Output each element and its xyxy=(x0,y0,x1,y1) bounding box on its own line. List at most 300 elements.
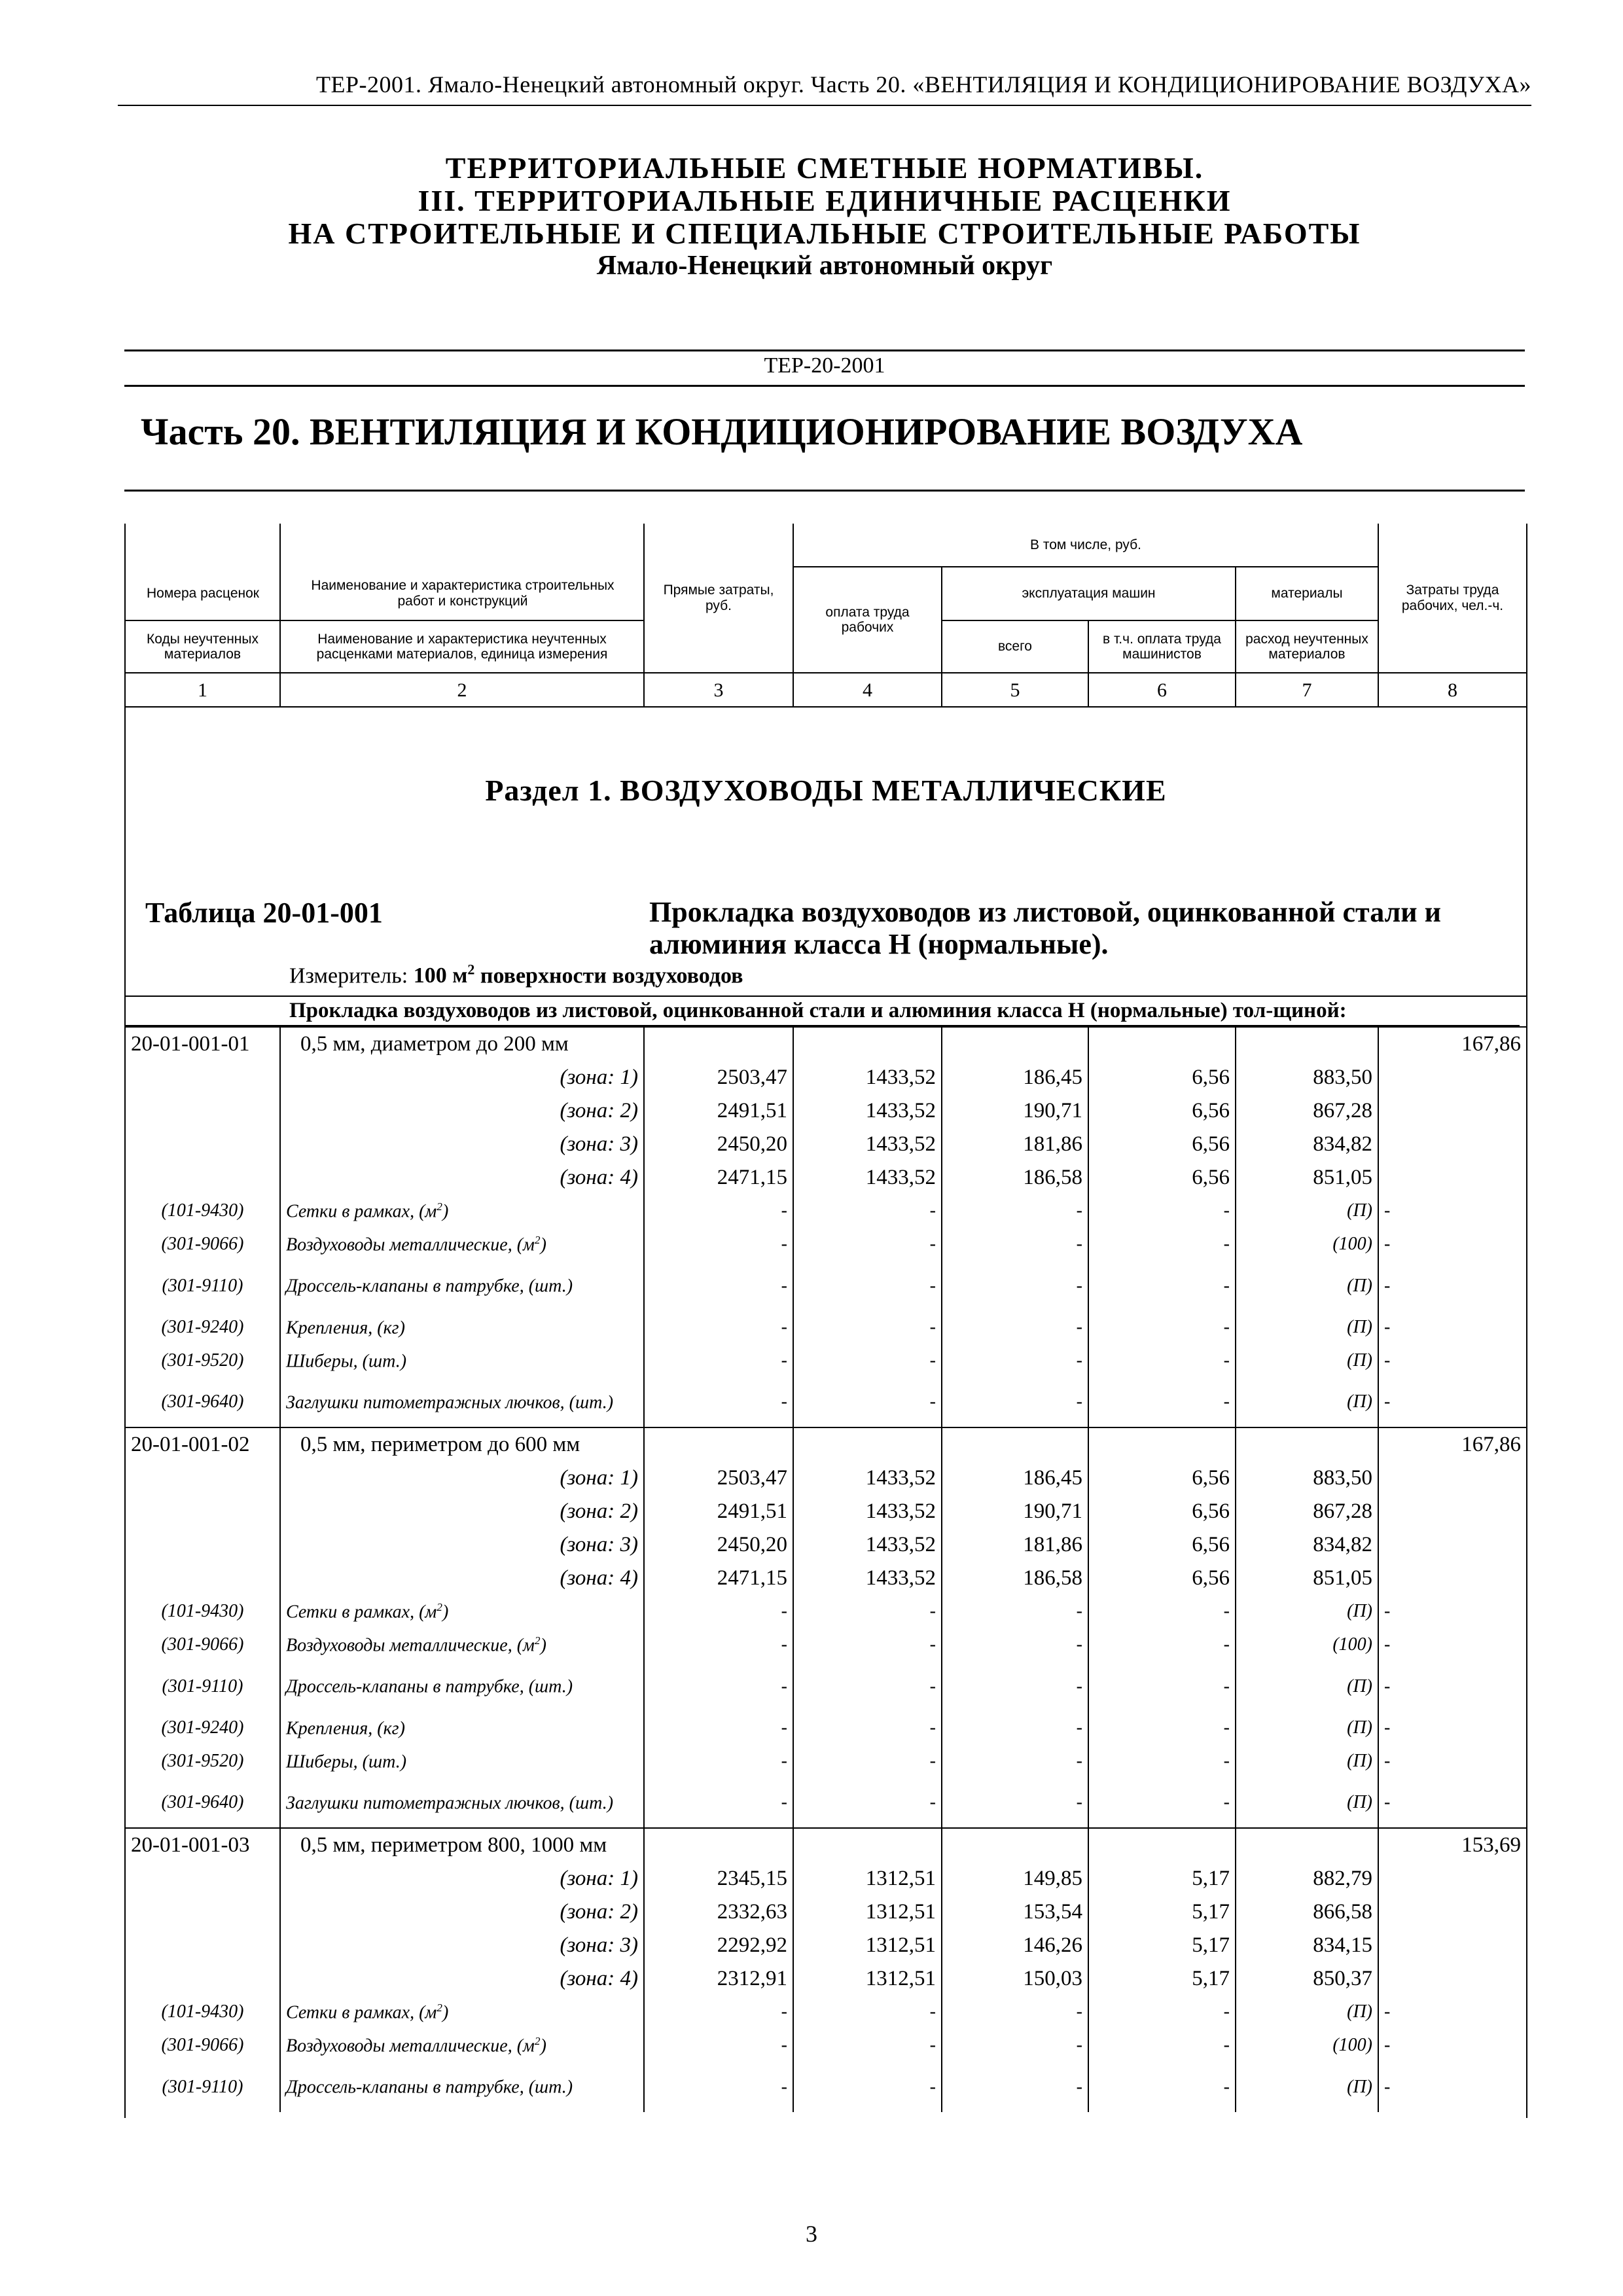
resource-row xyxy=(126,1378,1526,1427)
zone-machinist: 6,56 xyxy=(1088,1495,1236,1528)
zone-direct: 2332,63 xyxy=(644,1895,793,1929)
empty-cell xyxy=(126,1895,280,1929)
zone-label: (зона: 4) xyxy=(280,1562,644,1595)
empty-cell xyxy=(793,1427,942,1462)
zone-label: (зона: 4) xyxy=(280,1962,644,1996)
zone-machinist: 6,56 xyxy=(1088,1128,1236,1161)
dash-cell: - xyxy=(1088,1662,1236,1712)
dash-cell: - xyxy=(793,1311,942,1344)
zone-direct: 2450,20 xyxy=(644,1528,793,1562)
zone-pay: 1312,51 xyxy=(793,1895,942,1929)
resource-name xyxy=(280,1228,644,1261)
dash-cell: - xyxy=(644,1778,793,1828)
rate-code: 20-01-001-03 xyxy=(126,1828,280,1862)
rate-name: 0,5 мм, периметром 800, 1000 мм xyxy=(280,1828,644,1862)
labor-costs: 153,69 xyxy=(1378,1828,1526,1862)
zone-machinist: 6,56 xyxy=(1088,1462,1236,1495)
empty-cell xyxy=(644,1828,793,1862)
empty-cell xyxy=(1378,1462,1526,1495)
column-number: 3 xyxy=(644,673,793,707)
resource-name-text: Воздуховоды металлические, (м xyxy=(286,2036,535,2056)
zone-machines: 186,58 xyxy=(942,1562,1088,1595)
empty-cell xyxy=(644,1427,793,1462)
dash-cell: - xyxy=(942,1778,1088,1828)
dash-cell: - xyxy=(1088,1712,1236,1745)
header-labor-costs: Затраты труда рабочих, чел.-ч. xyxy=(1378,524,1526,673)
dash-cell: - xyxy=(1088,1261,1236,1311)
empty-cell xyxy=(1236,1427,1378,1462)
zone-machinist: 5,17 xyxy=(1088,1895,1236,1929)
zone-materials: 867,28 xyxy=(1236,1495,1378,1528)
measure-prefix: Измеритель: xyxy=(289,963,408,988)
dash-cell: - xyxy=(644,1378,793,1427)
zone-machines: 190,71 xyxy=(942,1495,1088,1528)
rate-code: 20-01-001-02 xyxy=(126,1427,280,1462)
zone-label: (зона: 3) xyxy=(280,1929,644,1962)
dash-cell: - xyxy=(942,1261,1088,1311)
resource-name-sup: 2 xyxy=(437,1600,442,1613)
position-row xyxy=(126,1427,1526,1462)
resource-consumption: (П) xyxy=(1236,1662,1378,1712)
title-line-4: Ямало-Ненецкий автономный округ xyxy=(596,251,1053,281)
resource-consumption: (П) xyxy=(1236,1194,1378,1228)
resource-code: (301-9640) xyxy=(126,1378,280,1427)
dash-cell: - xyxy=(793,1344,942,1378)
resource-row xyxy=(126,2029,1526,2062)
dash-cell: - xyxy=(942,2062,1088,2112)
resource-name-text: Заглушки питометражных лючков, (шт.) xyxy=(286,1392,614,1413)
dash-cell: - xyxy=(1378,1344,1526,1378)
resource-name-text: Крепления, (кг) xyxy=(286,1318,405,1338)
dash-cell: - xyxy=(1378,1311,1526,1344)
dash-cell: - xyxy=(644,1261,793,1311)
resource-name-text: Шиберы, (шт.) xyxy=(286,1751,407,1772)
header-machinist-pay: в т.ч. оплата труда машинистов xyxy=(1088,620,1236,673)
resource-row xyxy=(126,1311,1526,1344)
dash-cell: - xyxy=(1378,1194,1526,1228)
header-rule xyxy=(118,105,1531,106)
measure-line xyxy=(289,961,743,988)
header-machines-total: всего xyxy=(942,620,1088,673)
resource-name xyxy=(280,2029,644,2062)
zone-machinist: 5,17 xyxy=(1088,1929,1236,1962)
section-block xyxy=(126,708,1526,997)
zone-row xyxy=(126,1061,1526,1094)
resource-name-sup: 2 xyxy=(437,2001,442,2014)
dash-cell: - xyxy=(644,1194,793,1228)
dash-cell: - xyxy=(1378,1996,1526,2029)
zone-pay: 1433,52 xyxy=(793,1562,942,1595)
zone-machinist: 5,17 xyxy=(1088,1962,1236,1996)
column-number: 7 xyxy=(1236,673,1378,707)
zone-label: (зона: 4) xyxy=(280,1161,644,1194)
resource-name-end: ) xyxy=(442,1201,449,1222)
dash-cell: - xyxy=(1088,1378,1236,1427)
column-number: 2 xyxy=(280,673,644,707)
dash-cell: - xyxy=(942,1595,1088,1628)
zone-label: (зона: 1) xyxy=(280,1862,644,1895)
group-heading: Прокладка воздуховодов из листовой, оцинкованной стали и алюминия класса Н (нормальные) тол-щиной: xyxy=(126,997,1520,1026)
dash-cell: - xyxy=(1378,1595,1526,1628)
zone-pay: 1433,52 xyxy=(793,1495,942,1528)
resource-name xyxy=(280,1628,644,1662)
position-row xyxy=(126,1828,1526,1862)
resource-code: (101-9430) xyxy=(126,1595,280,1628)
dash-cell: - xyxy=(793,1662,942,1712)
header-unaccounted-names: Наименование и характеристика неучтенных расценками материалов, единица измерения xyxy=(280,620,644,673)
dash-cell: - xyxy=(644,1745,793,1778)
zone-direct: 2503,47 xyxy=(644,1462,793,1495)
zone-pay: 1433,52 xyxy=(793,1528,942,1562)
running-header: ТЕР-2001. Ямало-Ненецкий автономный округ. Часть 20. «ВЕНТИЛЯЦИЯ И КОНДИЦИОНИРОВАНИЕ ВОЗДУХА» xyxy=(315,71,1531,98)
resource-name xyxy=(280,1745,644,1778)
resource-name xyxy=(280,1344,644,1378)
zone-direct: 2312,91 xyxy=(644,1962,793,1996)
resource-name xyxy=(280,1261,644,1311)
dash-cell: - xyxy=(793,1745,942,1778)
dash-cell: - xyxy=(793,1996,942,2029)
table-label: Таблица 20-01-001 xyxy=(145,897,383,929)
zone-row xyxy=(126,1161,1526,1194)
resource-code: (301-9110) xyxy=(126,2062,280,2112)
zone-machines: 181,86 xyxy=(942,1128,1088,1161)
dash-cell: - xyxy=(644,1311,793,1344)
empty-cell xyxy=(942,1828,1088,1862)
resource-consumption: (П) xyxy=(1236,1344,1378,1378)
zone-machines: 186,45 xyxy=(942,1462,1088,1495)
zone-machines: 146,26 xyxy=(942,1929,1088,1962)
dash-cell: - xyxy=(1088,1228,1236,1261)
resource-consumption: (П) xyxy=(1236,1745,1378,1778)
dash-cell: - xyxy=(793,1628,942,1662)
zone-materials: 834,82 xyxy=(1236,1128,1378,1161)
dash-cell: - xyxy=(644,1595,793,1628)
resource-code: (301-9066) xyxy=(126,1228,280,1261)
zone-direct: 2345,15 xyxy=(644,1862,793,1895)
zone-label: (зона: 2) xyxy=(280,1895,644,1929)
zone-machines: 149,85 xyxy=(942,1862,1088,1895)
dash-cell: - xyxy=(942,1628,1088,1662)
zone-pay: 1312,51 xyxy=(793,1862,942,1895)
zone-pay: 1433,52 xyxy=(793,1061,942,1094)
dash-cell: - xyxy=(1378,1778,1526,1828)
empty-cell xyxy=(1378,1161,1526,1194)
empty-cell xyxy=(1088,1027,1236,1061)
resource-name xyxy=(280,1194,644,1228)
resource-name-sup: 2 xyxy=(437,1200,442,1213)
zone-direct: 2292,92 xyxy=(644,1929,793,1962)
dash-cell: - xyxy=(1088,1996,1236,2029)
dash-cell: - xyxy=(942,1194,1088,1228)
dash-cell: - xyxy=(942,2029,1088,2062)
zone-materials: 851,05 xyxy=(1236,1562,1378,1595)
empty-cell xyxy=(1236,1828,1378,1862)
resource-name xyxy=(280,1595,644,1628)
resource-consumption: (П) xyxy=(1236,2062,1378,2112)
zone-direct: 2471,15 xyxy=(644,1161,793,1194)
zone-label: (зона: 1) xyxy=(280,1462,644,1495)
resource-row xyxy=(126,1712,1526,1745)
column-number: 1 xyxy=(126,673,280,707)
resource-name-end: ) xyxy=(442,1602,449,1623)
dash-cell: - xyxy=(793,1228,942,1261)
resource-consumption: (П) xyxy=(1236,1378,1378,1427)
dash-cell: - xyxy=(942,1712,1088,1745)
resource-code: (301-9110) xyxy=(126,1662,280,1712)
resource-name-end: ) xyxy=(540,1635,546,1656)
empty-cell xyxy=(126,1495,280,1528)
empty-cell xyxy=(942,1427,1088,1462)
resource-consumption: (100) xyxy=(1236,1228,1378,1261)
resource-name-text: Заглушки питометражных лючков, (шт.) xyxy=(286,1793,614,1814)
resource-code: (301-9110) xyxy=(126,1261,280,1311)
zone-row xyxy=(126,1562,1526,1595)
zone-machinist: 6,56 xyxy=(1088,1562,1236,1595)
labor-costs: 167,86 xyxy=(1378,1027,1526,1061)
zone-machinist: 6,56 xyxy=(1088,1061,1236,1094)
zone-machinist: 6,56 xyxy=(1088,1528,1236,1562)
zone-materials: 851,05 xyxy=(1236,1161,1378,1194)
dash-cell: - xyxy=(644,1996,793,2029)
column-number: 8 xyxy=(1378,673,1526,707)
zone-pay: 1433,52 xyxy=(793,1161,942,1194)
zone-row xyxy=(126,1528,1526,1562)
zone-machines: 153,54 xyxy=(942,1895,1088,1929)
zone-direct: 2471,15 xyxy=(644,1562,793,1595)
resource-consumption: (100) xyxy=(1236,2029,1378,2062)
resource-row xyxy=(126,1628,1526,1662)
dash-cell: - xyxy=(644,1628,793,1662)
table-description: Прокладка воздуховодов из листовой, оцинкованной стали и алюминия класса Н (нормальные). xyxy=(649,896,1441,961)
dash-cell: - xyxy=(644,1344,793,1378)
dash-cell: - xyxy=(1378,2029,1526,2062)
resource-name-sup: 2 xyxy=(534,2034,541,2047)
zone-machines: 150,03 xyxy=(942,1962,1088,1996)
resource-consumption: (П) xyxy=(1236,1996,1378,2029)
column-number: 4 xyxy=(793,673,942,707)
resource-code: (101-9430) xyxy=(126,1996,280,2029)
zone-label: (зона: 1) xyxy=(280,1061,644,1094)
resource-row xyxy=(126,1745,1526,1778)
resource-consumption: (П) xyxy=(1236,1595,1378,1628)
measure-value: 100 м xyxy=(413,963,468,988)
zone-machinist: 6,56 xyxy=(1088,1161,1236,1194)
title-line-2: III. ТЕРРИТОРИАЛЬНЫЕ ЕДИНИЧНЫЕ РАСЦЕНКИ xyxy=(418,184,1232,217)
empty-cell xyxy=(942,1027,1088,1061)
resource-row xyxy=(126,1996,1526,2029)
header-unaccounted-consumption: расход неучтенных материалов xyxy=(1236,620,1378,673)
dash-cell: - xyxy=(644,1712,793,1745)
empty-cell xyxy=(644,1027,793,1061)
resource-name xyxy=(280,1712,644,1745)
empty-cell xyxy=(1378,1562,1526,1595)
empty-cell xyxy=(1378,1528,1526,1562)
empty-cell xyxy=(1378,1962,1526,1996)
dash-cell: - xyxy=(1378,1261,1526,1311)
dash-cell: - xyxy=(1088,1595,1236,1628)
resource-row xyxy=(126,1778,1526,1828)
dash-cell: - xyxy=(942,1662,1088,1712)
empty-cell xyxy=(1378,1895,1526,1929)
resource-name-text: Дроссель-клапаны в патрубке, (шт.) xyxy=(286,2077,573,2098)
part-title: Часть 20. ВЕНТИЛЯЦИЯ И КОНДИЦИОНИРОВАНИЕ ВОЗДУХА xyxy=(141,410,1303,453)
zone-label: (зона: 2) xyxy=(280,1094,644,1128)
empty-cell xyxy=(126,1562,280,1595)
dash-cell: - xyxy=(793,1712,942,1745)
empty-cell xyxy=(1236,1027,1378,1061)
dash-cell: - xyxy=(793,1778,942,1828)
resource-code: (301-9066) xyxy=(126,1628,280,1662)
dash-cell: - xyxy=(793,1595,942,1628)
dash-cell: - xyxy=(793,1194,942,1228)
resource-consumption: (П) xyxy=(1236,1311,1378,1344)
dash-cell: - xyxy=(1378,1662,1526,1712)
header-direct-costs: Прямые затраты, руб. xyxy=(644,524,793,673)
zone-materials: 834,82 xyxy=(1236,1528,1378,1562)
dash-cell: - xyxy=(1378,1228,1526,1261)
zone-row xyxy=(126,1895,1526,1929)
resource-name xyxy=(280,1662,644,1712)
zone-machines: 186,58 xyxy=(942,1161,1088,1194)
resource-name-text: Сетки в рамках, (м xyxy=(286,2002,437,2023)
dash-cell: - xyxy=(1378,1745,1526,1778)
dash-cell: - xyxy=(1378,1378,1526,1427)
zone-label: (зона: 2) xyxy=(280,1495,644,1528)
dash-cell: - xyxy=(1088,1311,1236,1344)
page-number: 3 xyxy=(806,2221,817,2247)
resource-code: (301-9640) xyxy=(126,1778,280,1828)
empty-cell xyxy=(126,1161,280,1194)
zone-materials: 882,79 xyxy=(1236,1862,1378,1895)
rule-middle xyxy=(124,385,1525,387)
dash-cell: - xyxy=(942,1745,1088,1778)
empty-cell xyxy=(126,1962,280,1996)
resource-name-end: ) xyxy=(540,2036,546,2056)
zone-row xyxy=(126,1862,1526,1895)
column-number: 6 xyxy=(1088,673,1236,707)
empty-cell xyxy=(126,1528,280,1562)
column-number: 5 xyxy=(942,673,1088,707)
resource-name xyxy=(280,1778,644,1828)
dash-cell: - xyxy=(644,1228,793,1261)
resource-code: (301-9520) xyxy=(126,1344,280,1378)
header-machine-operation: эксплуатация машин xyxy=(942,567,1236,620)
resource-row xyxy=(126,1344,1526,1378)
dash-cell: - xyxy=(793,2062,942,2112)
zone-pay: 1433,52 xyxy=(793,1462,942,1495)
resource-row xyxy=(126,1194,1526,1228)
zone-row xyxy=(126,1495,1526,1528)
zone-materials: 883,50 xyxy=(1236,1061,1378,1094)
resource-code: (301-9240) xyxy=(126,1712,280,1745)
zone-pay: 1433,52 xyxy=(793,1128,942,1161)
resource-name-text: Сетки в рамках, (м xyxy=(286,1602,437,1623)
zone-row xyxy=(126,1128,1526,1161)
dash-cell: - xyxy=(793,2029,942,2062)
doc-code: ТЕР-20-2001 xyxy=(764,353,885,378)
resource-row xyxy=(126,1595,1526,1628)
resource-name xyxy=(280,1311,644,1344)
dash-cell: - xyxy=(1088,1745,1236,1778)
empty-cell xyxy=(1378,1929,1526,1962)
measure-suffix: поверхности воздуховодов xyxy=(480,963,743,988)
resource-name-end: ) xyxy=(442,2002,449,2023)
dash-cell: - xyxy=(1088,2062,1236,2112)
resource-row xyxy=(126,1662,1526,1712)
empty-cell xyxy=(1378,1862,1526,1895)
resource-name-end: ) xyxy=(540,1234,546,1255)
zone-row xyxy=(126,1962,1526,1996)
zone-materials: 867,28 xyxy=(1236,1094,1378,1128)
dash-cell: - xyxy=(1378,1628,1526,1662)
rates-body xyxy=(126,1026,1526,2112)
rate-code: 20-01-001-01 xyxy=(126,1027,280,1061)
dash-cell: - xyxy=(942,1378,1088,1427)
zone-label: (зона: 3) xyxy=(280,1528,644,1562)
zone-pay: 1312,51 xyxy=(793,1929,942,1962)
resource-row xyxy=(126,1228,1526,1261)
empty-cell xyxy=(126,1929,280,1962)
zone-label: (зона: 3) xyxy=(280,1128,644,1161)
resource-row xyxy=(126,1261,1526,1311)
resource-consumption: (П) xyxy=(1236,1261,1378,1311)
zone-machines: 190,71 xyxy=(942,1094,1088,1128)
empty-cell xyxy=(1378,1094,1526,1128)
empty-cell xyxy=(126,1094,280,1128)
dash-cell: - xyxy=(644,1662,793,1712)
dash-cell: - xyxy=(1088,1628,1236,1662)
resource-consumption: (П) xyxy=(1236,1778,1378,1828)
resource-code: (301-9520) xyxy=(126,1745,280,1778)
measure-sup: 2 xyxy=(467,961,475,978)
empty-cell xyxy=(793,1828,942,1862)
resource-name-text: Дроссель-клапаны в патрубке, (шт.) xyxy=(286,1276,573,1297)
empty-cell xyxy=(126,1128,280,1161)
resource-name-text: Шиберы, (шт.) xyxy=(286,1351,407,1372)
resource-consumption: (П) xyxy=(1236,1712,1378,1745)
dash-cell: - xyxy=(1378,2062,1526,2112)
position-row xyxy=(126,1027,1526,1061)
resource-name-text: Сетки в рамках, (м xyxy=(286,1201,437,1222)
zone-pay: 1433,52 xyxy=(793,1094,942,1128)
resource-name-text: Воздуховоды металлические, (м xyxy=(286,1635,535,1656)
dash-cell: - xyxy=(942,1344,1088,1378)
resource-name xyxy=(280,1996,644,2029)
labor-costs: 167,86 xyxy=(1378,1427,1526,1462)
dash-cell: - xyxy=(1088,1778,1236,1828)
dash-cell: - xyxy=(1088,1194,1236,1228)
zone-row xyxy=(126,1929,1526,1962)
resource-code: (301-9066) xyxy=(126,2029,280,2062)
rate-name: 0,5 мм, периметром до 600 мм xyxy=(280,1427,644,1462)
zone-pay: 1312,51 xyxy=(793,1962,942,1996)
dash-cell: - xyxy=(644,2029,793,2062)
rate-name: 0,5 мм, диаметром до 200 мм xyxy=(280,1027,644,1061)
zone-row xyxy=(126,1462,1526,1495)
resource-name-text: Воздуховоды металлические, (м xyxy=(286,1234,535,1255)
empty-cell xyxy=(1088,1427,1236,1462)
zone-direct: 2503,47 xyxy=(644,1061,793,1094)
zone-machines: 181,86 xyxy=(942,1528,1088,1562)
dash-cell: - xyxy=(1088,1344,1236,1378)
rule-bottom xyxy=(124,490,1525,492)
section-title: Раздел 1. ВОЗДУХОВОДЫ МЕТАЛЛИЧЕСКИЕ xyxy=(485,774,1167,807)
empty-cell xyxy=(126,1462,280,1495)
dash-cell: - xyxy=(644,2062,793,2112)
resource-name-text: Крепления, (кг) xyxy=(286,1718,405,1739)
dash-cell: - xyxy=(793,1378,942,1427)
zone-direct: 2450,20 xyxy=(644,1128,793,1161)
